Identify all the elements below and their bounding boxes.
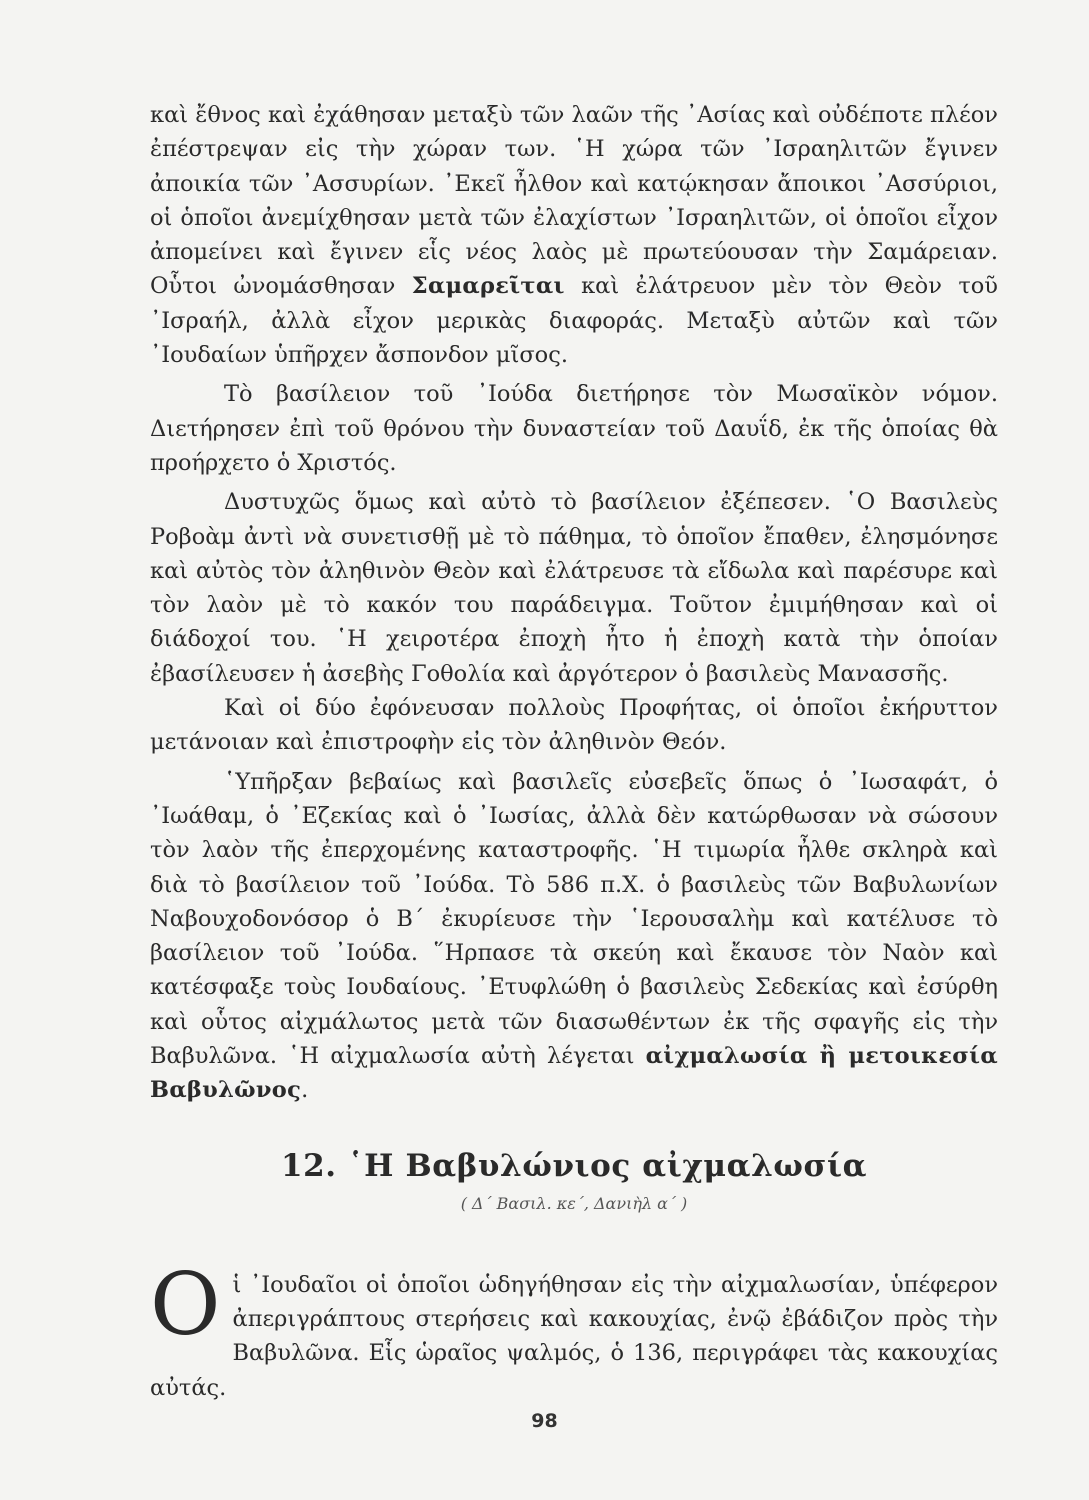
section-heading: 12. ῾Η Βαβυλώνιος αἰχμαλωσία — [280, 1147, 868, 1184]
paragraph-2: Τὸ βασίλειον τοῦ ᾿Ιούδα διετήρησε τὸν Μωσαϊκὸν νόμον. Διετήρησεν ἐπὶ τοῦ θρόνου τὴν δυναστείαν τοῦ Δαυΐδ, ἐκ τῆς ὁποίας θὰ προήρχετο ὁ Χριστός. — [150, 381, 998, 476]
paragraph-1: καὶ ἔθνος καὶ ἐχάθησαν μεταξὺ τῶν λαῶν τῆς ᾿Ασίας καὶ οὐδέποτε πλέον ἐπέστρεψαν εἰς τὴν χώραν των. ῾Η χώρα τῶν ᾿Ισραηλιτῶν ἔγινεν ἀποικία τῶν ᾿Ασσυρίων. ᾿Εκεῖ ἦλθον καὶ κατῴκησαν ἄποικοι ᾿Ασσύριοι, οἱ ὁποῖοι ἀνεμίχθησαν μετὰ τῶν ἐλαχίστων ᾿Ισραηλιτῶν, οἱ ὁποῖοι εἶχον ἀπομείνει καὶ ἔγινεν εἷς νέος λαὸς μὲ πρωτεύουσαν τὴν Σαμάρειαν. Οὗτοι ὠνομάσθησαν Σαμαρεῖται καὶ ἐλάτρευον μὲν τὸν Θεὸν τοῦ ᾿Ισραήλ, ἀλλὰ εἶχον μερικὰς διαφοράς. Μεταξὺ αὐτῶν καὶ τῶν ᾿Ιουδαίων ὑπῆρχεν ἄσπονδον μῖσος. — [150, 102, 998, 369]
drop-cap: O — [150, 1254, 221, 1355]
term-babylonian-captivity: αἰχμαλωσία ἢ μετοικεσία Βαβυλῶνος — [150, 1043, 998, 1104]
paragraph-4: Καὶ οἱ δύο ἐφόνευσαν πολλοὺς Προφήτας, οἱ ὁποῖοι ἐκήρυττον μετάνοιαν καὶ ἐπιστροφὴν εἰς τὸν ἀληθινὸν Θεόν. — [150, 695, 998, 756]
paragraph-5: ῾Υπῆρξαν βεβαίως καὶ βασιλεῖς εὐσεβεῖς ὅπως ὁ ᾿Ιωσαφάτ, ὁ ᾿Ιωάθαμ, ὁ ᾿Εζεκίας καὶ ὁ ᾿Ιωσίας, ἀλλὰ δὲν κατώρθωσαν νὰ σώσουν τὸν λαὸν τῆς ἐπερχομένης καταστροφῆς. ῾Η τιμωρία ἦλθε σκληρὰ καὶ διὰ τὸ βασίλειον τοῦ ᾿Ιούδα. Τὸ 586 π.Χ. ὁ βασιλεὺς τῶν Βαβυλωνίων Ναβουχοδονόσορ ὁ Β΄ ἐκυρίευσε τὴν ῾Ιερουσαλὴμ καὶ κατέλυσε τὸ βασίλειον τοῦ ᾿Ιούδα. ῞Ηρπασε τὰ σκεύη καὶ ἔκαυσε τὸν Ναὸν καὶ κατέσφαξε τοὺς Ιουδαίους. ᾿Ετυφλώθη ὁ βασιλεὺς Σεδεκίας καὶ ἐσύρθη καὶ οὗτος αἰχμάλωτος μετὰ τῶν διασωθέντων ἐκ τῆς σφαγῆς εἰς τὴν Βαβυλῶνα. ῾Η αἰχμαλωσία αὐτὴ λέγεται αἰχμαλωσία ἢ μετοικεσία Βαβυλῶνος. — [150, 768, 998, 1104]
page-number: 98 — [531, 1410, 558, 1432]
paragraph-3: Δυστυχῶς ὅμως καὶ αὐτὸ τὸ βασίλειον ἐξέπεσεν. ῾Ο Βασιλεὺς Ροβοὰμ ἀντὶ νὰ συνετισθῇ μὲ τὸ πάθημα, τὸ ὁποῖον ἔπαθεν, ἐλησμόνησε καὶ αὐτὸς τὸν ἀληθινὸν Θεὸν καὶ ἐλάτρευσε τὰ εἴδωλα καὶ παρέσυρε καὶ τὸν λαὸν μὲ τὸ κακόν του παράδειγμα. Τοῦτον ἐμιμήθησαν καὶ οἱ διάδοχοί του. ῾Η χειροτέρα ἐποχὴ ἦτο ἡ ἐποχὴ κατὰ τὴν ὁποίαν ἐβασίλευσεν ἡ ἀσεβὴς Γοθολία καὶ ἀργότερον ὁ βασιλεὺς Μανασσῆς. — [150, 489, 998, 687]
page-body — [150, 98, 998, 1405]
term-samaritans: Σαμαρεῖται — [411, 273, 565, 300]
section-lead-paragraph: Oἱ ᾿Ιουδαῖοι οἱ ὁποῖοι ὡδηγήθησαν εἰς τὴν αἰχμαλωσίαν, ὑπέφερον ἀπεριγράπτους στερήσεις καὶ κακουχίας, ἐνῷ ἐβάδιζον πρὸς τὴν Βαβυλῶνα. Εἷς ὡραῖος ψαλμός, ὁ 136, περιγράφει τὰς κακουχίας αὐτάς. — [150, 1254, 998, 1401]
scripture-reference: ( Δ΄ Βασιλ. κε΄, Δανιὴλ α΄ ) — [460, 1193, 688, 1213]
